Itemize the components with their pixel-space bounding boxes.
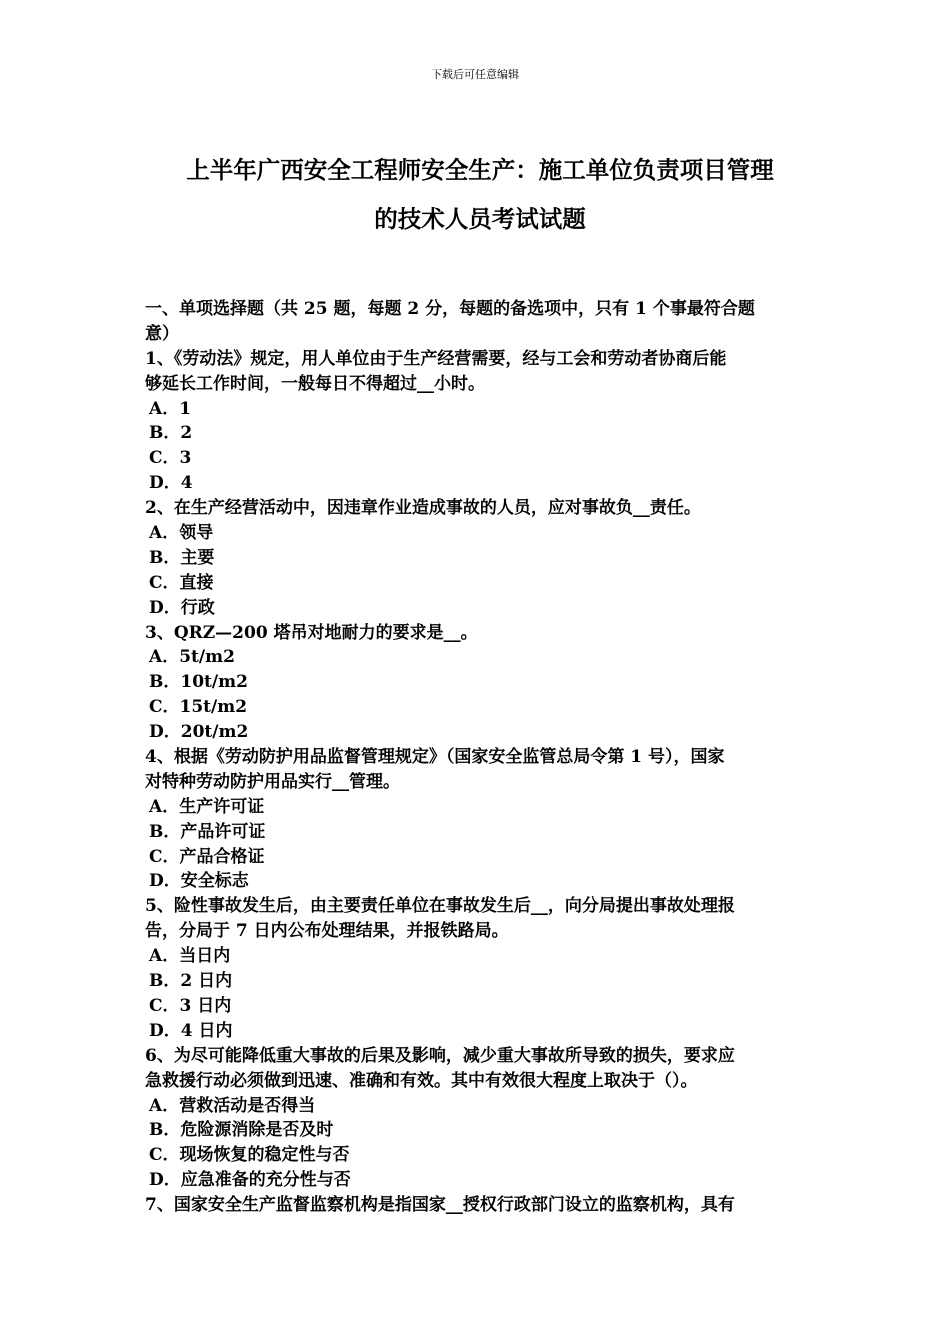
document-body bbox=[145, 297, 810, 1218]
question-text: 急救援行动必须做到迅速、准确和有效。其中有效很大程度上取决于（）。 bbox=[145, 1070, 698, 1091]
section-heading-line-2: 意） bbox=[145, 323, 179, 344]
header-note: 下载后可任意编辑 bbox=[431, 68, 519, 81]
question-text: 7、国家安全生产监督监察机构是指国家__授权行政部门设立的监察机构，具有 bbox=[145, 1195, 735, 1216]
option-c: C．直接 bbox=[149, 572, 214, 593]
option-c: C．3 bbox=[149, 448, 192, 469]
section-heading-line-1: 一、单项选择题（共 25 题，每题 2 分，每题的备选项中，只有 1 个事最符合题 bbox=[145, 299, 755, 319]
option-a: A．5t/m2 bbox=[149, 647, 235, 668]
option-b: B．2 bbox=[149, 423, 193, 444]
question-text: 3、QRZ—200 塔吊对地耐力的要求是__。 bbox=[145, 622, 478, 643]
question-text: 对特种劳动防护用品实行__管理。 bbox=[145, 771, 400, 792]
question-text: 6、为尽可能降低重大事故的后果及影响，减少重大事故所导致的损失，要求应 bbox=[145, 1045, 735, 1066]
question-text: 2、在生产经营活动中，因违章作业造成事故的人员，应对事故负__责任。 bbox=[145, 498, 701, 519]
option-b: B．产品许可证 bbox=[149, 821, 266, 842]
question-text: 5、险性事故发生后，由主要责任单位在事故发生后__，向分局提出事故处理报 bbox=[145, 896, 735, 917]
option-d: D．安全标志 bbox=[149, 871, 249, 892]
option-c: C．15t/m2 bbox=[149, 697, 248, 718]
question-text: 够延长工作时间，一般每日不得超过__小时。 bbox=[145, 373, 485, 394]
question-1 bbox=[145, 347, 810, 496]
question-text: 1、《劳动法》规定，用人单位由于生产经营需要，经与工会和劳动者协商后能 bbox=[145, 348, 727, 369]
question-text: 4、根据《劳动防护用品监督管理规定》（国家安全监管总局令第 1 号），国家 bbox=[145, 747, 725, 768]
option-d: D．4 bbox=[149, 473, 193, 494]
option-d: D．应急准备的充分性与否 bbox=[149, 1170, 351, 1191]
question-2 bbox=[145, 496, 810, 620]
option-d: D．行政 bbox=[149, 597, 215, 618]
option-a: A．生产许可证 bbox=[149, 796, 265, 817]
question-4 bbox=[145, 745, 810, 894]
option-a: A．领导 bbox=[149, 523, 214, 544]
option-b: B．危险源消除是否及时 bbox=[149, 1120, 334, 1141]
document-title-line-2: 的技术人员考试试题 bbox=[374, 205, 586, 233]
option-a: A．1 bbox=[149, 398, 192, 419]
question-6 bbox=[145, 1044, 810, 1193]
option-b: B．主要 bbox=[149, 547, 215, 568]
question-3 bbox=[145, 621, 810, 745]
option-d: D．20t/m2 bbox=[149, 722, 249, 743]
question-5 bbox=[145, 894, 810, 1043]
option-b: B．10t/m2 bbox=[149, 672, 248, 693]
document-title-line-1: 上半年广西安全工程师安全生产：施工单位负责项目管理 bbox=[186, 156, 774, 184]
option-d: D．4 日内 bbox=[149, 1020, 233, 1041]
option-a: A．营救活动是否得当 bbox=[149, 1095, 316, 1116]
option-c: C．3 日内 bbox=[149, 995, 232, 1016]
question-text: 告，分局于 7 日内公布处理结果，并报铁路局。 bbox=[145, 921, 509, 942]
option-c: C．现场恢复的稳定性与否 bbox=[149, 1145, 350, 1166]
question-7 bbox=[145, 1193, 810, 1218]
option-b: B．2 日内 bbox=[149, 971, 233, 992]
option-a: A．当日内 bbox=[149, 946, 231, 967]
option-c: C．产品合格证 bbox=[149, 846, 265, 867]
